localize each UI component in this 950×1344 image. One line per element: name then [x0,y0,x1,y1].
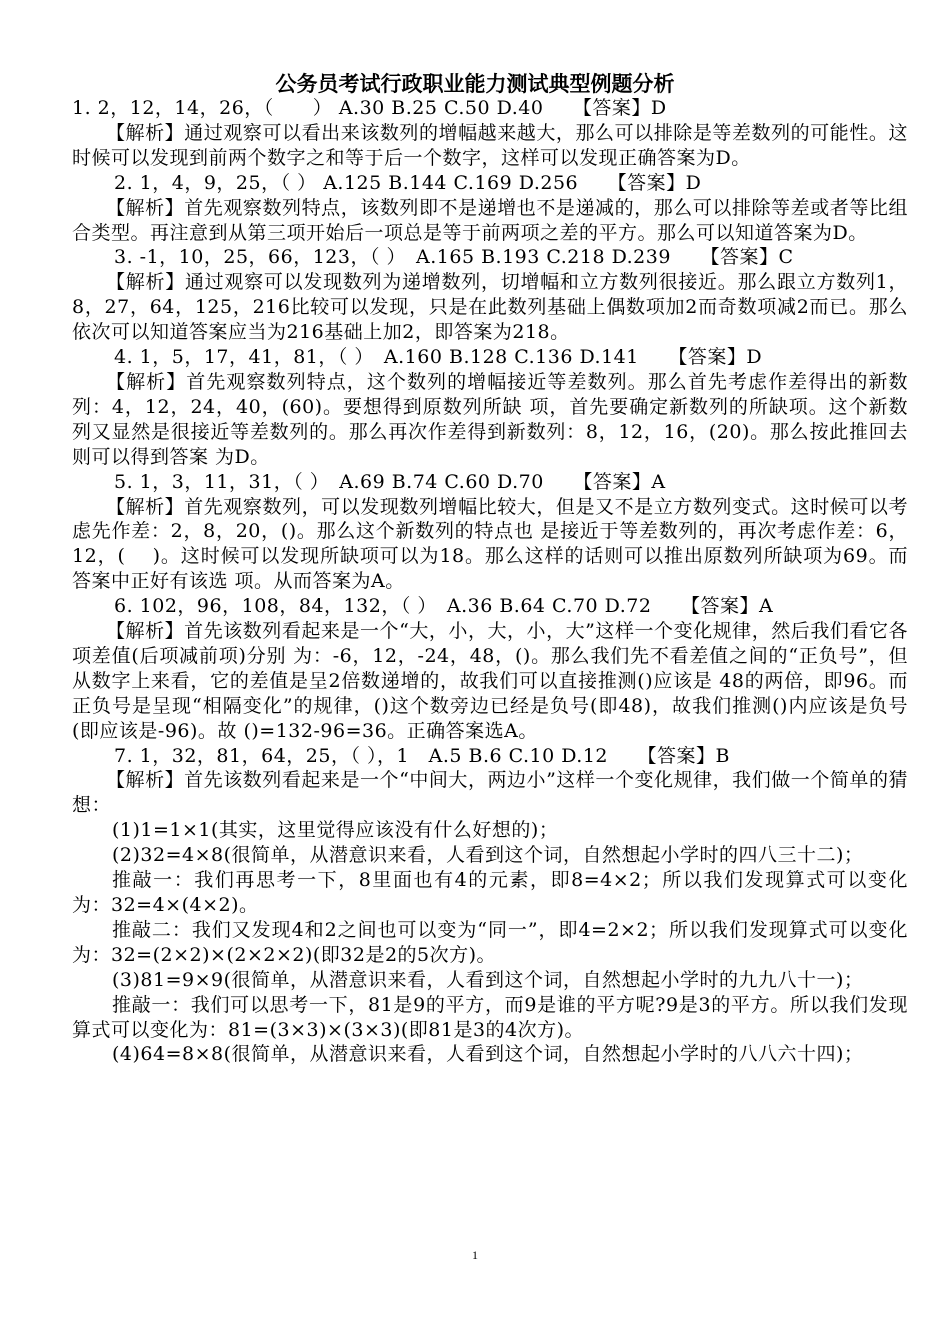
page-title: 公务员考试行政职业能力测试典型例题分析 [275,72,675,96]
reasoning-step: (3)81=9×9(很简单，从潜意识来看，人看到这个词，自然想起小学时的九九八十一)； [112,968,864,991]
reasoning-step: (2)32=4×8(很简单，从潜意识来看，人看到这个词，自然想起小学时的四八三十二)； [112,844,864,867]
explanation-paragraph: 【解析】通过观察可以发现数列为递增数列，切增幅和立方数列很接近。那么跟立方数列1，8，27，64，125，216比较可以发现，只是在此数列基础上偶数项加2而奇数项减2而已。那么依次可以知道答案应当为216基础上加2，即答案为218。 [72,271,908,344]
document-body [72,96,908,1067]
reasoning-step: (4)64=8×8(很简单，从潜意识来看，人看到这个词，自然想起小学时的八八六十四)； [112,1043,864,1066]
question-line: 1. 2，12，14，26，（ ） A.30 B.25 C.50 D.40 【答案】D [72,97,667,119]
reasoning-step: 推敲二：我们又发现4和2之间也可以变为“同一”，即4=2×2；所以我们发现算式可以变化为：32=(2×2)×(2×2×2)(即32是2的5次方)。 [72,918,908,966]
explanation-paragraph: 【解析】首先观察数列特点，这个数列的增幅接近等差数列。那么首先考虑作差得出的新数列：4，12，24，40，(60)。要想得到原数列所缺 项，首先要确定新数列的所缺项。这个新数列又显然是很接近等差数列的。那么再次作差得到新数列：8，12，16，(20)。那么按此推回去则可以得到答案 为D。 [72,370,908,468]
question-line: 6. 102，96，108，84，132，（ ） A.36 B.64 C.70 D.72 【答案】A [114,595,774,618]
explanation-paragraph: 【解析】首先该数列看起来是一个“大，小，大，小，大”这样一个变化规律，然后我们看它各项差值(后项减前项)分别 为：-6，12，-24，48，()。那么我们先不看差值之间的“正负号”，但从数字上来看，它的差值是呈2倍数递增的，故我们可以直接推测()应该是 48的两倍，即96。而正负号是呈现“相隔变化”的规律，()这个数旁边已经是负号(即48)，故我们推测()内应该是负号(即应该是-96)。故 ()=132-96=36。正确答案选A。 [72,620,908,742]
explanation-paragraph: 【解析】首先该数列看起来是一个“中间大，两边小”这样一个变化规律，我们做一个简单的猜想： [72,769,908,817]
reasoning-step: 推敲一：我们再思考一下，8里面也有4的元素，即8=4×2；所以我们发现算式可以变化为：32=4×(4×2)。 [72,869,908,916]
question-line: 2. 1，4，9，25，（ ） A.125 B.144 C.169 D.256 【答案】D [114,171,702,194]
explanation-paragraph: 【解析】首先观察数列，可以发现数列增幅比较大，但是又不是立方数列变式。这时候可以考虑先作差：2，8，20，()。那么这个新数列的特点也 是接近于等差数列的，再次考虑作差：6，12，( )。这时候可以发现所缺项可以为18。那么这样的话则可以推出原数列所缺项为69。而答案中正好有该选 项。从而答案为A。 [72,495,908,593]
question-line: 7. 1，32，81，64，25，（ ），1 A.5 B.6 C.10 D.12 【答案】B [114,744,730,767]
question-line: 3. -1，10，25，66，123，（ ） A.165 B.193 C.218 D.239 【答案】C [114,246,794,269]
reasoning-step: 推敲一：我们可以思考一下，81是9的平方，而9是谁的平方呢?9是3的平方。所以我们发现算式可以变化为：81=(3×3)×(3×3)(即81是3的4次方)。 [72,993,908,1041]
reasoning-step: (1)1=1×1(其实，这里觉得应该没有什么好想的)； [112,819,559,842]
question-line: 4. 1，5，17，41，81，（ ） A.160 B.128 C.136 D.141 【答案】D [114,346,763,369]
page-number: 1 [472,1248,478,1262]
explanation-paragraph: 【解析】首先观察数列特点，该数列即不是递增也不是递减的，那么可以排除等差或者等比组合类型。再注意到从第三项开始后一项总是等于前两项之差的平方。那么可以知道答案为D。 [72,196,908,244]
question-line: 5. 1，3，11，31，（ ） A.69 B.74 C.60 D.70 【答案】A [114,470,666,493]
explanation-paragraph: 【解析】通过观察可以看出来该数列的增幅越来越大，那么可以排除是等差数列的可能性。这时候可以发现到前两个数字之和等于后一个数字，这样可以发现正确答案为D。 [72,121,908,169]
